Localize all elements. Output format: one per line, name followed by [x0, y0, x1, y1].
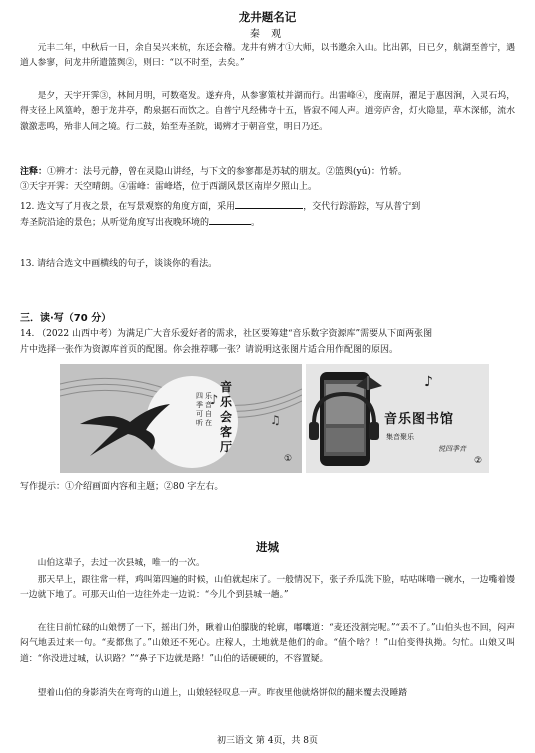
q12-text-3: 寿圣院沿途的景色；从听觉角度写出夜晚环境的: [20, 218, 210, 228]
section-3-heading: 三．读·写（70 分）: [20, 313, 112, 324]
article2-paragraph-2: 那天早上，跟往常一样，鸡叫第四遍的时候，山伯就起床了。一般情况下，张子乔瓜洗下脸，咕咕咪噜一碗水，一边嘴着馒一边就下地了。可那天山伯一边往外走一边说：“今儿个到县城一趟。”: [20, 575, 515, 601]
q14-line-1: 14. （2022 山西中考）为满足广大音乐爱好者的需求，社区要筹建“音乐数字资源库”需要从下面两张图: [20, 329, 433, 339]
question-14: [20, 326, 520, 358]
notes-line-1: [20, 165, 520, 180]
image-1-illustration: [60, 364, 302, 473]
option-image-1[interactable]: [60, 364, 302, 473]
q14-line-2: 片中选择一张作为资源库首页的配图。你会推荐哪一张？请说明这张图片适合用作配图的原因。: [20, 345, 399, 355]
image-1-tag: ①: [284, 454, 293, 464]
notes-text-1: ①辨才：法号元静，曾在灵隐山讲经，与下文的参寥都是苏轼的朋友。②篮舆(yú)：竹轿。: [47, 167, 407, 177]
article2-title: 进城: [256, 540, 279, 554]
image-2-caption-left: 集音聚乐: [386, 433, 414, 441]
image-1-title: 音乐会客厅: [220, 380, 233, 454]
article2-paragraph-3: 在往日前忙碌的山娘愣了一下，摇出门外，瞅着山伯朦胧的轮廓，嘟囔道：“麦还没割完呢。”“丢不了。”山伯头也不回，闷声闷气地丢过来一句。“麦都焦了。”山娘还不死心。庄稼人，土地就是他们的命。“值个啥？！”山伯变得执拗。匀忙。山娘又叫道：“你没进过城，认识路？”“鼻子下边就是路！”山伯的话硬硬的，不容置疑。: [20, 623, 515, 664]
q12-answer-blank-1[interactable]: [235, 199, 303, 209]
article2-paragraph-4: 望着山伯的身影消失在弯弯的山道上，山娘轻轻叹息一声。昨夜里他就烙饼似的翻来覆去没睡踏: [37, 688, 408, 698]
question-13: 13. 请结合选文中画横线的句子，谈谈你的看法。: [20, 259, 218, 269]
article2-paragraph-1: 山伯这辈子，去过一次县城，唯一的一次。: [37, 558, 205, 568]
image-1-caption-1: 乐音自在: [205, 392, 212, 427]
music-note-icon: ♪: [424, 374, 433, 390]
page-footer: 初三语文 第 4页，共 8页: [216, 736, 319, 746]
option-image-2[interactable]: [306, 364, 489, 473]
article1-author: 秦 观: [249, 29, 286, 40]
notes-label: 注释：: [20, 167, 48, 177]
svg-text:♫: ♫: [270, 413, 281, 427]
image-2-caption-right: 悦四季音: [438, 445, 466, 453]
q12-text-1: 12. 选文写了月夜之景，在写景观察的角度方面，采用: [20, 202, 236, 212]
q12-text-2: ，交代行踪游踪，写从普宁到: [303, 202, 421, 212]
svg-text:♪: ♪: [210, 393, 219, 408]
image-1-caption-2: 四季可听: [196, 392, 203, 427]
q14-writing-hint: 写作提示：①介绍画面内容和主题；②80 字左右。: [20, 482, 224, 492]
image-2-title: 音乐图书馆: [384, 412, 455, 427]
article1-paragraph-1: 元丰二年，中秋后一日，余自吴兴来杭，东还会稽。龙井有辨才①大师，以书邀余入山。比出郭，日已夕，航湖至普宁，遇道人参寥，问龙井所遣篮舆②，则曰：“以不时至，去矣。”: [20, 43, 515, 69]
notes-line-2: ③天宇开霁：天空晴朗。④雷峰：雷峰塔，位于西湖风景区南岸夕照山上。: [20, 182, 318, 192]
q12-text-4: 。: [251, 218, 261, 228]
q12-answer-blank-2[interactable]: [209, 215, 251, 225]
question-12: [20, 199, 520, 231]
article1-notes: [20, 165, 520, 195]
article1-paragraph-2: 是夕，天宇开霁③，林间月明，可数毫发。遂弃舟，从参寥策杖并湖而行。出雷峰④，度南屏，濯足于惠因涧，入灵石坞，得支径上风篁岭，憩于龙井亭，酌泉据石而饮之。自普宁凡经佛寺十五，皆寂不闻人声。道旁庐舍，灯火隐显，草木深郁，流水激激悲鸣，殆非人间之境。行二鼓，始至寿圣院，谒辨才于朝音堂，明日乃还。: [20, 91, 515, 132]
article1-title: 龙井题名记: [238, 10, 297, 24]
image-2-tag: ②: [474, 456, 483, 466]
